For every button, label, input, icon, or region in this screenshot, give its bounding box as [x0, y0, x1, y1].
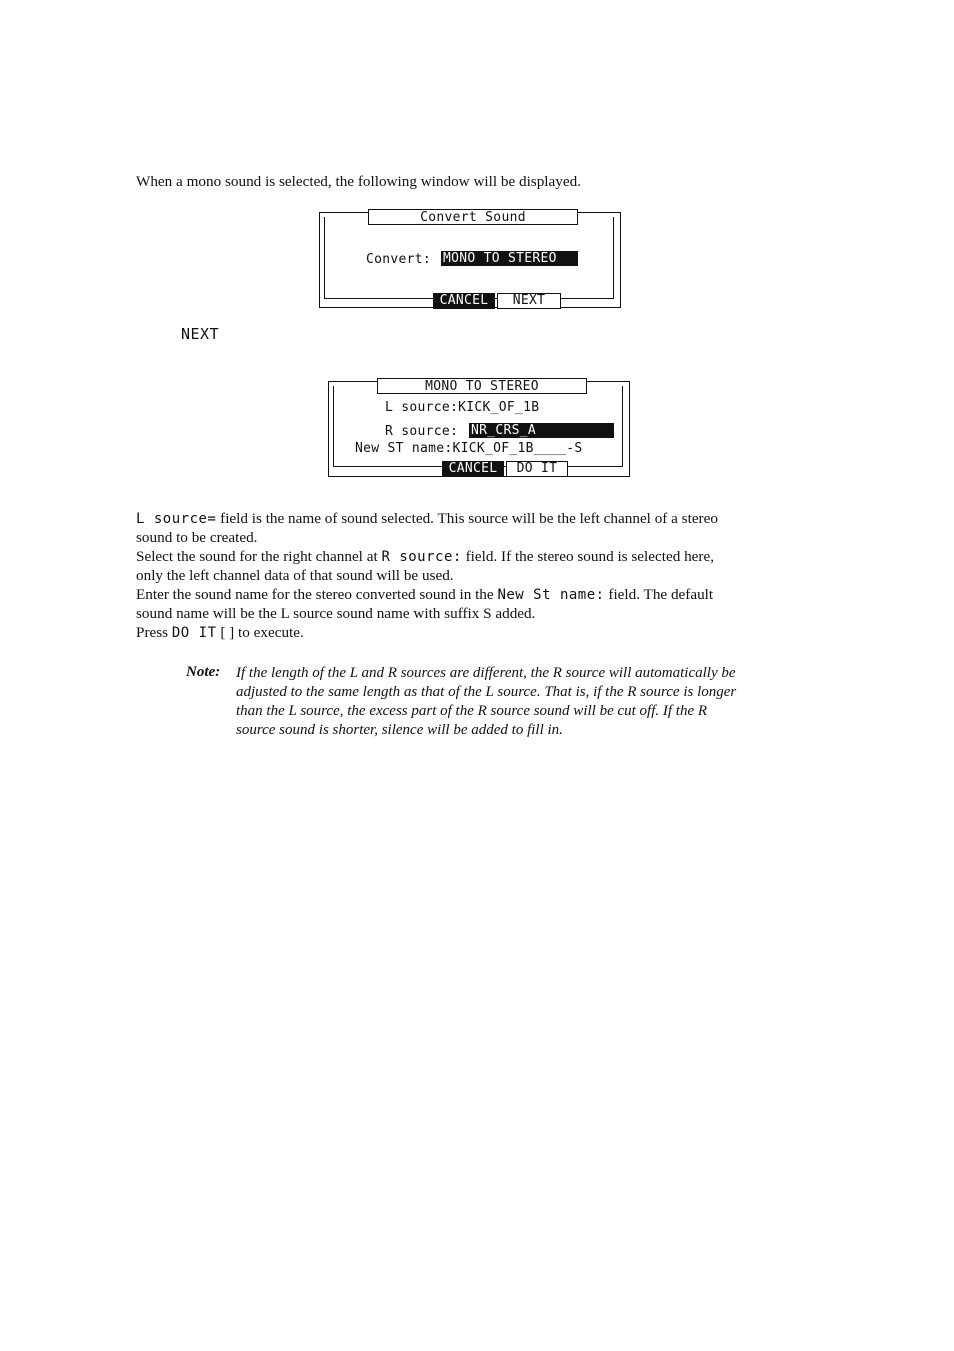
new-st-name-line[interactable]: New ST name:KICK_OF_1B____-S	[355, 441, 583, 456]
body-line-3	[136, 547, 714, 567]
body-text: field. The default	[604, 586, 714, 603]
note-label: Note:	[186, 664, 221, 680]
body-line-6: sound name will be the L source sound name with suffix S added.	[136, 605, 536, 622]
do-it-button[interactable]: DO IT	[506, 461, 568, 477]
cancel-button[interactable]: CANCEL	[442, 461, 504, 477]
l-source-field-ref: L source=	[136, 511, 217, 527]
convert-label: Convert:	[366, 252, 432, 267]
r-source-value[interactable]: NR_CRS_A	[469, 423, 614, 438]
body-text: Enter the sound name for the stereo converted sound in the	[136, 586, 498, 603]
r-source-label: R source:	[385, 424, 459, 439]
window-title: MONO TO STEREO	[377, 378, 587, 394]
convert-sound-window	[319, 212, 621, 308]
body-line-7	[136, 623, 304, 643]
note-line-1: If the length of the L and R sources are different, the R source will automatically be	[236, 665, 736, 681]
note-line-2: adjusted to the same length as that of the L source. That is, if the R source is longer	[236, 684, 737, 700]
do-it-field-ref: DO IT	[171, 625, 217, 641]
body-text: field is the name of sound selected. This source will be the left channel of a stereo	[216, 510, 718, 527]
r-source-field-ref: R source:	[381, 549, 462, 565]
intro-text: When a mono sound is selected, the following window will be displayed.	[136, 173, 581, 190]
cancel-button[interactable]: CANCEL	[433, 293, 495, 309]
body-text: Select the sound for the right channel at	[136, 548, 382, 565]
l-source-line: L source:KICK_OF_1B	[385, 400, 540, 415]
note-line-4: source sound is shorter, silence will be added to fill in.	[236, 722, 563, 738]
window-title: Convert Sound	[368, 209, 578, 225]
next-caption: NEXT	[181, 325, 220, 343]
note-line-3: than the L source, the excess part of the R source sound will be cut off. If the R	[236, 703, 708, 719]
body-text: field. If the stereo sound is selected here,	[461, 548, 715, 565]
mono-to-stereo-window	[328, 381, 630, 477]
convert-value[interactable]: MONO TO STEREO	[441, 251, 578, 266]
new-st-name-field-ref: New St name:	[497, 587, 605, 603]
next-button[interactable]: NEXT	[497, 293, 561, 309]
body-text: Press	[136, 624, 172, 641]
body-line-5	[136, 585, 713, 605]
body-line-4: only the left channel data of that sound will be used.	[136, 567, 454, 584]
body-line-1	[136, 509, 718, 529]
body-text: [ ] to execute.	[216, 624, 304, 641]
body-line-2: sound to be created.	[136, 529, 258, 546]
